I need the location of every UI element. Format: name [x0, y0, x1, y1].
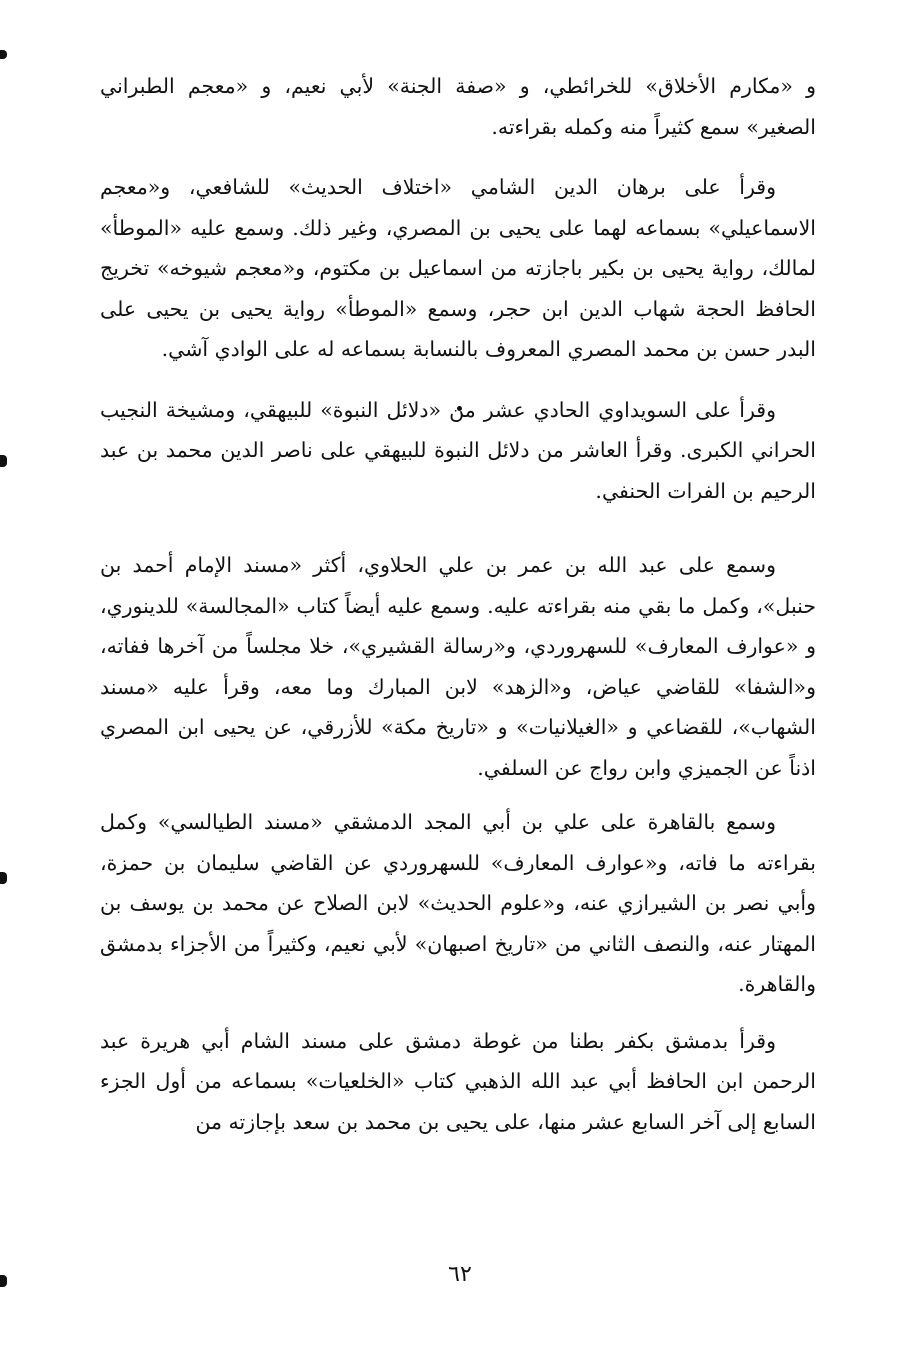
scan-edge-mark: [0, 872, 7, 884]
paragraph-3: وقرأ على السويداوي الحادي عشر من «دلائل النبوة» للبيهقي، ومشيخة النجيب الحراني الكبرى. وقرأ العاشر من دلائل النبوة للبيهقي على ناصر الدين محمد بن عبد الرحيم بن الفرات الحنفي.: [100, 397, 816, 503]
scan-edge-mark: [0, 50, 7, 59]
page-number: ٦٢: [448, 1262, 472, 1287]
paragraph-5: وسمع بالقاهرة على علي بن أبي المجد الدمشقي «مسند الطيالسي» وكمل بقراءته ما فاته، و«عوارف المعارف» للسهروردي عن القاضي سليمان بن حمزة، وأبي نصر بن الشيرازي عنه، و«علوم الحديث» لابن الصلاح عن محمد بن يوسف بن المهتار عنه، والنصف الثاني من «تاريخ اصبهان» لأبي نعيم، وكثيراً من الأجزاء بدمشق والقاهرة.: [100, 810, 816, 996]
paragraph-4: وسمع على عبد الله بن عمر بن علي الحلاوي، أكثر «مسند الإمام أحمد بن حنبل»، وكمل ما بقي منه بقراءته عليه. وسمع عليه أيضاً كتاب «المجالسة» للدينوري، و «عوارف المعارف» للسهروردي، و«رسالة القشيري»، خلا مجلساً من آخرها ففاته، و«الشفا» للقاضي عياض، و«الزهد» لابن المبارك وما معه، وقرأ عليه «مسند الشهاب»، للقضاعي و «الغيلانيات» و «تاريخ مكة» للأزرقي، عن يحيى ابن المصري اذناً عن الجميزي وابن رواج عن السلفي.: [100, 553, 816, 780]
page-body: [100, 66, 816, 1142]
scan-edge-mark: [0, 455, 7, 467]
paragraph-1: و «مكارم الأخلاق» للخرائطي، و «صفة الجنة» لأبي نعيم، و «معجم الطبراني الصغير» سمع كثيراً منه وكمله بقراءته.: [100, 74, 816, 139]
paragraph-6: وقرأ بدمشق بكفر بطنا من غوطة دمشق على مسند الشام أبي هريرة عبد الرحمن ابن الحافظ أبي عبد الله الذهبي كتاب «الخلعيات» بسماعه من أول الجزء السابع إلى آخر السابع عشر منها، على يحيى بن محمد بن سعد بإجازته من: [100, 1028, 816, 1134]
paragraph-2: وقرأ على برهان الدين الشامي «اختلاف الحديث» للشافعي، و«معجم الاسماعيلي» بسماعه لهما على يحيى بن المصري، وغير ذلك. وسمع عليه «الموطأ» لمالك، رواية يحيى بن بكير باجازته من اسماعيل بن مكتوم، و«معجم شيوخه» تخريج الحافظ الحجة شهاب الدين ابن حجر، وسمع «الموطأ» رواية يحيى بن يحيى على البدر حسن بن محمد المصري المعروف بالنسابة بسماعه له على الوادي آشي.: [100, 175, 816, 361]
